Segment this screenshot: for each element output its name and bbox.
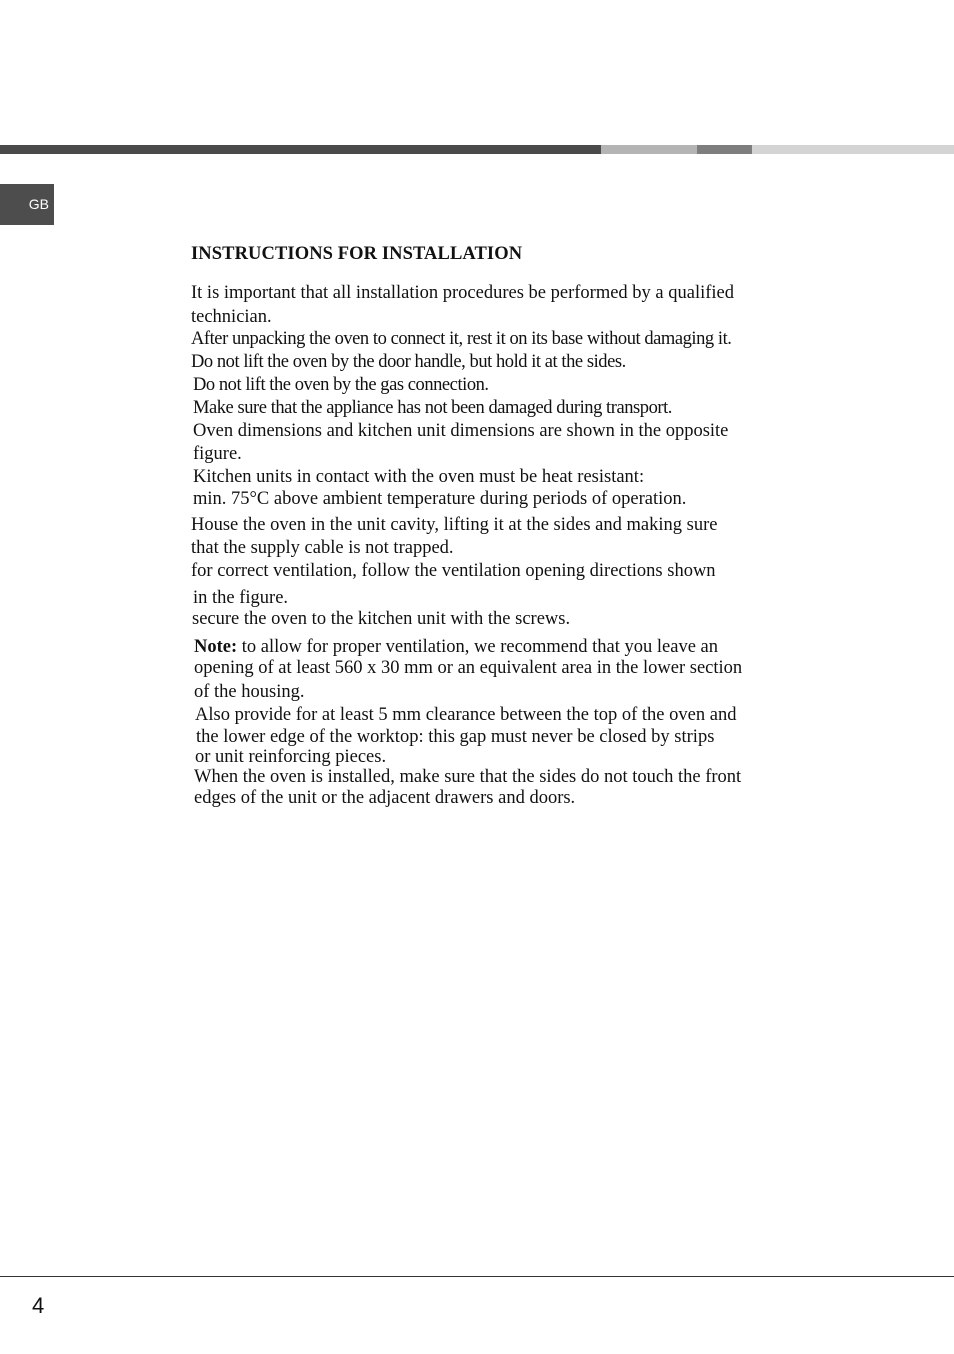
body-line: min. 75°C above ambient temperature during periods of operation.: [193, 489, 687, 509]
note-text: to allow for proper ventilation, we recommend that you leave an: [237, 637, 718, 657]
body-line: Make sure that the appliance has not been damaged during transport.: [193, 398, 672, 418]
footer-rule: [0, 1276, 954, 1277]
body-line: technician.: [191, 307, 272, 327]
note-line: Also provide for at least 5 mm clearance between the top of the oven and: [195, 705, 737, 725]
note-line: edges of the unit or the adjacent drawers and doors.: [194, 788, 576, 808]
body-line: secure the oven to the kitchen unit with the screws.: [192, 609, 571, 629]
body-line: After unpacking the oven to connect it, rest it on its base without damaging it.: [191, 329, 732, 349]
note-line: When the oven is installed, make sure that the sides do not touch the front: [194, 767, 742, 787]
body-line: House the oven in the unit cavity, lifting it at the sides and making sure: [191, 515, 718, 535]
body-line: that the supply cable is not trapped.: [191, 538, 454, 558]
body-line: It is important that all installation procedures be performed by a qualified: [191, 283, 735, 303]
note-line: the lower edge of the worktop: this gap must never be closed by strips: [196, 727, 715, 747]
instructions-body: [191, 0, 791, 1354]
page-number: 4: [32, 1293, 45, 1318]
section-title: INSTRUCTIONS FOR INSTALLATION: [191, 244, 523, 264]
language-tab: GB: [0, 184, 54, 225]
body-line: Do not lift the oven by the door handle, but hold it at the sides.: [191, 352, 626, 372]
body-line: Do not lift the oven by the gas connection.: [193, 375, 489, 395]
note-line: or unit reinforcing pieces.: [195, 747, 387, 767]
body-line: Oven dimensions and kitchen unit dimensions are shown in the opposite: [193, 421, 729, 441]
note-label: Note:: [194, 637, 238, 657]
note-line: of the housing.: [194, 682, 305, 702]
note-line: [194, 636, 718, 658]
body-line: for correct ventilation, follow the ventilation opening directions shown: [191, 561, 716, 581]
body-line: in the figure.: [193, 588, 289, 608]
body-line: figure.: [193, 444, 242, 464]
note-line: opening of at least 560 x 30 mm or an equivalent area in the lower section: [194, 658, 743, 678]
body-line: Kitchen units in contact with the oven must be heat resistant:: [193, 467, 645, 487]
